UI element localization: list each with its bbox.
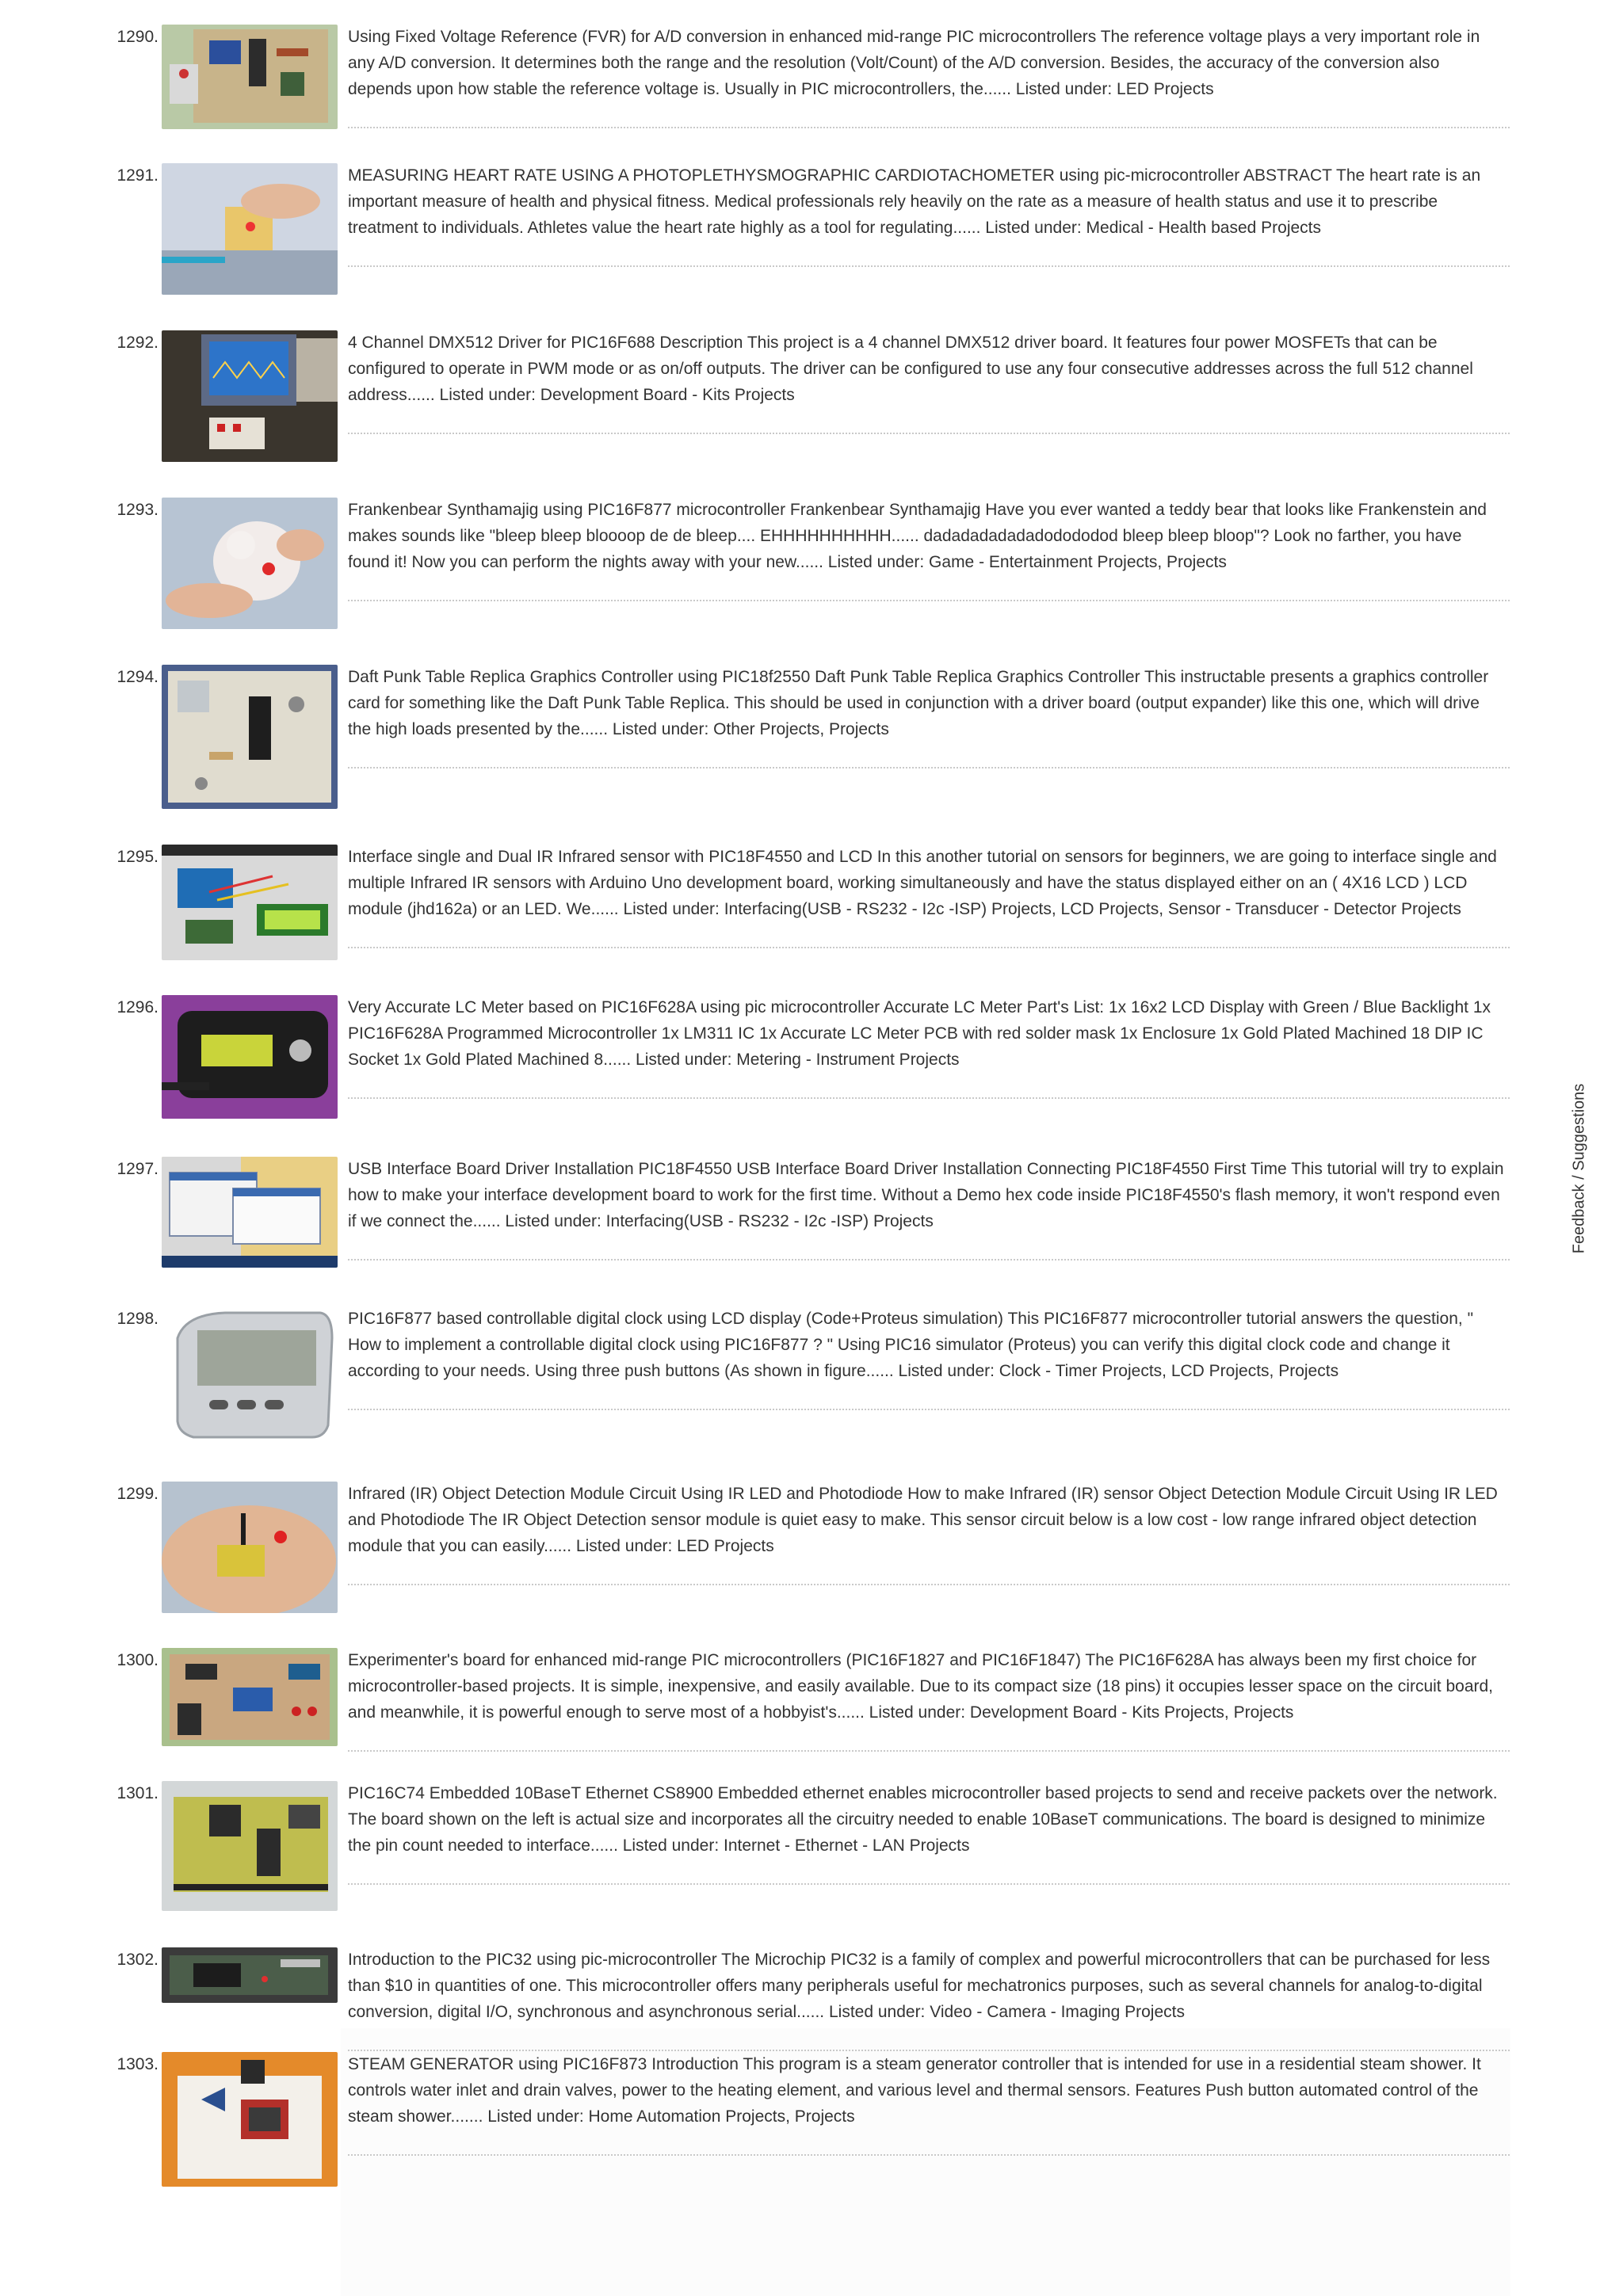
entry-number: 1301.	[116, 1784, 158, 1802]
project-description: Very Accurate LC Meter based on PIC16F628A using pic microcontroller Accurate LC Meter Part's List: 1x 16x2 LCD Display with Green / Blue Backlight 1x PIC16F628A Programmed Microcontroller 1x LM311 IC 1x Accurate LC Meter PCB with red solder mask 1x Enclosure 1x Gold Plated Machined 18 DIP IC Socket 1x Gold Plated Machined 8...... Listed under: Metering - Instrument Projects	[348, 998, 1491, 1069]
entry-number: 1299.	[116, 1485, 158, 1503]
ir-object-detection-image	[162, 1482, 338, 1613]
feedback-tab-label: Feedback / Suggestions	[1570, 1083, 1588, 1254]
entry-number: 1295.	[116, 848, 158, 866]
ethernet-board-image	[162, 1781, 338, 1911]
lc-meter-image	[162, 995, 338, 1119]
entry-separator	[348, 767, 1510, 769]
pic-board-image	[162, 25, 338, 129]
entry-number: 1298.	[116, 1310, 158, 1328]
heart-rate-sensor-image	[162, 163, 338, 295]
entry-number: 1300.	[116, 1651, 158, 1669]
project-thumbnail-link[interactable]	[162, 25, 338, 129]
entry-separator	[348, 1584, 1510, 1585]
project-description: STEAM GENERATOR using PIC16F873 Introduction This program is a steam generator controller that is intended for use in a residential steam shower. It controls water inlet and drain valves, power to the heating element, and various level and thermal sensors. Features Push button automated control of the steam shower....... Listed under: Home Automation Projects, Projects	[348, 2055, 1481, 2126]
project-thumbnail-link[interactable]	[162, 1482, 338, 1613]
entry-number: 1292.	[116, 334, 158, 352]
project-description: Using Fixed Voltage Reference (FVR) for A/D conversion in enhanced mid-range PIC microcontrollers The reference voltage plays a very important role in any A/D conversion. It determines both the range and the resolution (Volt/Count) of the A/D conversion. Besides, the accuracy of the conversion also depends upon how stable the reference voltage is. Usually in PIC microcontrollers, the...... Listed under: LED Projects	[348, 28, 1480, 98]
project-description: Daft Punk Table Replica Graphics Controller using PIC18f2550 Daft Punk Table Replica Graphics Controller This instructable presents a graphics controller card for something like the Daft Punk Table Replica. This should be used in conjunction with a driver board (output expander) like this one, which will drive the high loads presented by the...... Listed under: Other Projects, Projects	[348, 668, 1489, 738]
entry-number: 1303.	[116, 2055, 158, 2073]
project-thumbnail-link[interactable]	[162, 1947, 338, 2003]
dmx512-driver-image	[162, 330, 338, 462]
entry-separator	[348, 947, 1510, 948]
entry-separator	[348, 1259, 1510, 1261]
ir-sensor-lcd-image	[162, 845, 338, 960]
entry-number: 1290.	[116, 28, 158, 46]
project-thumbnail-link[interactable]	[162, 1157, 338, 1268]
entry-number: 1297.	[116, 1160, 158, 1178]
project-description: Interface single and Dual IR Infrared sensor with PIC18F4550 and LCD In this another tutorial on sensors for beginners, we are going to interface single and multiple Infrared IR sensors with Arduino Uno development board, working simultaneously and have the status displayed either on an ( 4X16 LCD ) LCD module (jhd162a) or an LED. We...... Listed under: Interfacing(USB - RS232 - I2c -ISP) Projects, LCD Projects, Sensor - Transducer - Detector Projects	[348, 848, 1497, 918]
entry-number: 1291.	[116, 166, 158, 185]
entry-separator	[348, 433, 1510, 434]
project-description: MEASURING HEART RATE USING A PHOTOPLETHYSMOGRAPHIC CARDIOTACHOMETER using pic-microcontroller ABSTRACT The heart rate is an important measure of health and physical fitness. Medical professionals rely heavily on the rate as a measure of health status and use it to prescribe treatment to individuals. Athletes value the heart rate highly as a tool for regulating...... Listed under: Medical - Health based Projects	[348, 166, 1481, 237]
entry-separator	[348, 2154, 1510, 2156]
project-description: Introduction to the PIC32 using pic-microcontroller The Microchip PIC32 is a family of complex and powerful microcontrollers that can be purchased for less than $10 in quantities of one. This microcontroller offers many peripherals useful for mechatronics purposes, such as several channels for analog-to-digital conversion, digital I/O, synchronous and asynchronous serial...... Listed under: Video - Camera - Imaging Projects	[348, 1951, 1491, 2021]
project-description: Frankenbear Synthamajig using PIC16F877 microcontroller Frankenbear Synthamajig Have you ever wanted a teddy bear that looks like Frankenstein and makes sounds like "bleep bleep bloooop de de bleep.... EHHHHHHHHHH...... dadadadadadadodododod bleep bleep bloop"? Look no farther, you have found it! Now you can perform the nights away with your new...... Listed under: Game - Entertainment Projects, Projects	[348, 501, 1487, 571]
experimenter-board-image	[162, 1648, 338, 1746]
project-thumbnail-link[interactable]	[162, 995, 338, 1119]
entry-separator	[348, 1750, 1510, 1752]
digital-clock-image	[162, 1306, 338, 1446]
project-description: Experimenter's board for enhanced mid-range PIC microcontrollers (PIC16F1827 and PIC16F1847) The PIC16F628A has always been my first choice for microcontroller-based projects. It is simple, inexpensive, and easily available. Due to its compact size (18 pins) it occupies lesser space on the circuit board, and meanwhile, it is powerful enough to serve most of a hobbyist's...... Listed under: Development Board - Kits Projects, Projects	[348, 1651, 1494, 1722]
project-description: USB Interface Board Driver Installation PIC18F4550 USB Interface Board Driver Installation Connecting PIC18F4550 First Time This tutorial will try to explain how to make your interface development board to work for the first time. Without a Demo hex code inside PIC18F4550's flash memory, it won't respond even if we connect the...... Listed under: Interfacing(USB - RS232 - I2c -ISP) Projects	[348, 1160, 1504, 1230]
project-thumbnail-link[interactable]	[162, 330, 338, 462]
entry-number: 1296.	[116, 998, 158, 1016]
project-thumbnail-link[interactable]	[162, 163, 338, 295]
project-thumbnail-link[interactable]	[162, 1648, 338, 1746]
entry-separator	[348, 1409, 1510, 1410]
project-description: PIC16C74 Embedded 10BaseT Ethernet CS8900 Embedded ethernet enables microcontroller based projects to send and receive packets over the network. The board shown on the left is actual size and incorporates all the circuitry needed to enable 10BaseT communications. The board is designed to minimize the pin count needed to interface...... Listed under: Internet - Ethernet - LAN Projects	[348, 1784, 1498, 1855]
project-description: Infrared (IR) Object Detection Module Circuit Using IR LED and Photodiode How to make Infrared (IR) sensor Object Detection Module Circuit Using IR LED and Photodiode The IR Object Detection sensor module is quiet easy to make. This sensor circuit below is a low cost - low range infrared object detection module that you can easily...... Listed under: LED Projects	[348, 1485, 1498, 1555]
project-description: 4 Channel DMX512 Driver for PIC16F688 Description This project is a 4 channel DMX512 driver board. It features four power MOSFETs that can be configured to operate in PWM mode or as on/off outputs. The driver can be configured to use any four consecutive addresses across the full 512 channel address...... Listed under: Development Board - Kits Projects	[348, 334, 1473, 404]
project-thumbnail-link[interactable]	[162, 1781, 338, 1911]
daft-punk-controller-image	[162, 665, 338, 809]
entry-number: 1302.	[116, 1951, 158, 1969]
project-thumbnail-link[interactable]	[162, 2052, 338, 2187]
feedback-suggestions-tab[interactable]	[1568, 1077, 1591, 1260]
project-thumbnail-link[interactable]	[162, 665, 338, 809]
usb-driver-screenshot-image	[162, 1157, 338, 1268]
project-thumbnail-link[interactable]	[162, 845, 338, 960]
entry-number: 1293.	[116, 501, 158, 519]
entry-separator	[348, 1883, 1510, 1885]
project-description: PIC16F877 based controllable digital clock using LCD display (Code+Proteus simulation) This PIC16F877 microcontroller tutorial answers the question, " How to implement a controllable digital clock using PIC16F877 ? " Using PIC16 simulator (Proteus) you can verify this digital clock code and change it according to your needs. Using three push buttons (As shown in figure...... Listed under: Clock - Timer Projects, LCD Projects, Projects	[348, 1310, 1474, 1380]
project-thumbnail-link[interactable]	[162, 1306, 338, 1446]
frankenbear-image	[162, 498, 338, 629]
project-thumbnail-link[interactable]	[162, 498, 338, 629]
entry-separator	[348, 265, 1510, 267]
steam-generator-image	[162, 2052, 338, 2187]
entry-separator	[348, 127, 1510, 128]
entry-number: 1294.	[116, 668, 158, 686]
pic32-board-image	[162, 1947, 338, 2003]
entry-separator	[348, 600, 1510, 601]
entry-separator	[348, 1097, 1510, 1099]
